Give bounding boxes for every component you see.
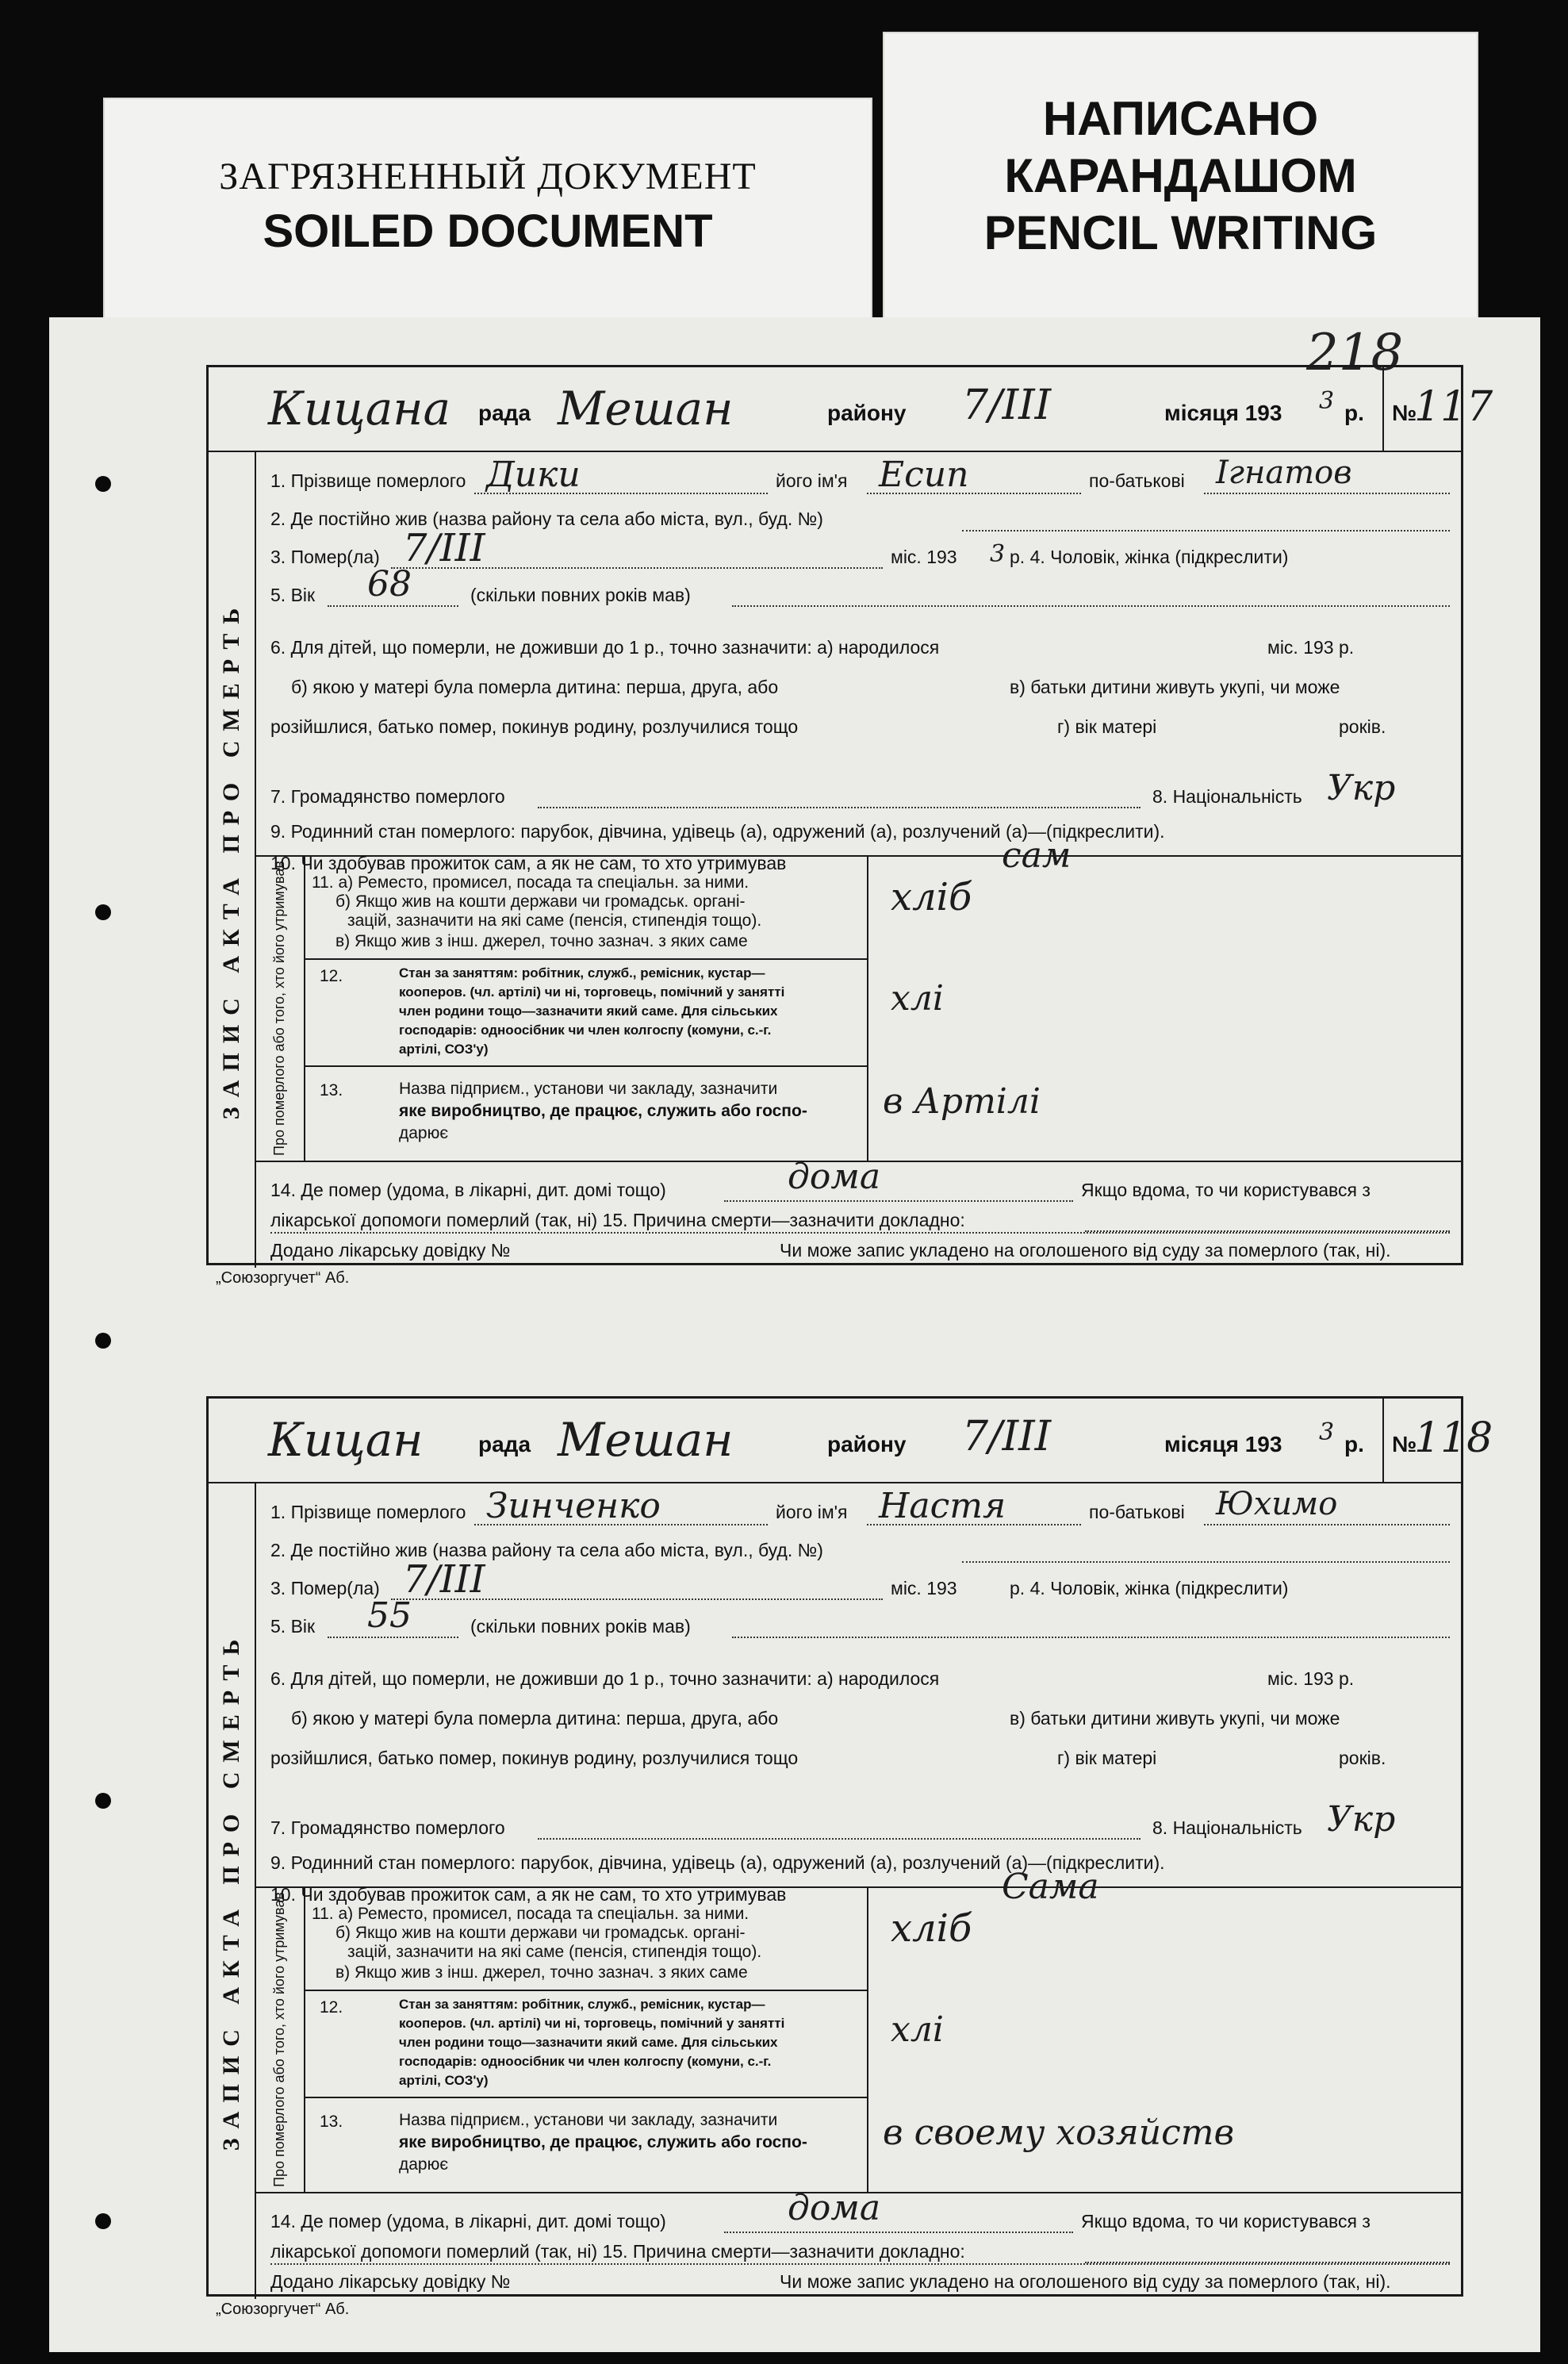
field-13a-label: Назва підприєм., установи чи закладу, зазначити [399,2111,778,2129]
hw-workplace: в Артiлi [883,1081,1041,1122]
hw-surname: Зинченко [486,1486,661,1526]
field-13-number: 13. [320,2113,343,2131]
field-1-label: 1. Прізвище померлого [270,470,466,491]
field-7-label: 7. Громадянство померлого [270,1817,505,1838]
hw-death-year: 3 [990,540,1006,568]
rada-label: рада [478,401,531,425]
divider [304,1990,867,1991]
field-1b-label: його ім'я [776,470,848,491]
field-12d-label: господарів: одноосібник чи член колгоспу (комуни, с.-г. [399,1023,772,1038]
side-title-text: ЗАПИС АКТА ПРО СМЕРТЬ [218,1629,244,2151]
hw-village: Мешан [558,382,734,436]
hw-patronymic: Юхимо [1216,1486,1338,1522]
fill [732,605,1450,607]
punch-hole [95,1793,111,1809]
field-11b2-label: зацій, зазначити на які саме (пенсія, стипендія тощо). [347,1943,762,1961]
field-3c-label: р. 4. Чоловік, жінка (підкреслити) [1010,547,1289,567]
printer-mark-2: „Союзоргучет“ Аб. [216,2301,350,2318]
field-8-label: 8. Національність [1152,1817,1302,1838]
side-title-text: ЗАПИС АКТА ПРО СМЕРТЬ [218,598,244,1120]
field-16-label: Додано лікарську довідку № [270,1240,511,1261]
field-5b-label: (скільки повних років мав) [470,585,691,605]
field-6a2-label: міс. 193 р. [1267,1668,1355,1689]
field-13c-label: дарює [399,1124,449,1142]
field-2-label: 2. Де постійно жив (назва району та села або міста, вул., буд. №) [270,508,823,529]
fill [724,1200,1073,1202]
side-title [209,1482,256,2299]
field-11b-label: б) Якщо жив на кошти держави чи громадськ. органі- [335,1924,746,1942]
field-11b2-label: зацій, зазначити на які саме (пенсія, стипендія тощо). [347,911,762,930]
field-11b-label: б) Якщо жив на кошти держави чи громадськ. органі- [335,892,746,911]
field-13b-label: яке виробництво, де працює, служить або госпо- [399,2133,807,2151]
field-14b-label: Якщо вдома, то чи користувався з [1081,2211,1371,2232]
field-12b-label: кооперов. (чл. артілі) чи ні, торговець, помічний у занятті [399,984,785,1000]
fill [270,2263,1450,2265]
rada-label: рада [478,1432,531,1456]
field-3b-label: міс. 193 [891,547,957,567]
field-6a-label: 6. Для дітей, що померли, не доживши до 1 р., точно зазначити: а) народилося [270,637,940,658]
field-11c-label: в) Якщо жив з інш. джерел, точно зазнач. з яких саме [335,1963,748,1982]
printer-mark-1: „Союзоргучет“ Аб. [216,1269,350,1287]
hw-place-of-death: дома [788,1157,881,1197]
field-12c-label: член родини тощо—зазначити який саме. Для сільських [399,1004,778,1019]
hw-age: 68 [367,564,412,604]
hw-rada-name: Кицана [268,382,451,436]
field-6a2-label: міс. 193 р. [1267,637,1355,658]
field-1c-label: по-батькові [1089,470,1185,491]
hw-occupation: хлiб [891,875,972,919]
hw-occupation: хлiб [891,1906,972,1951]
fill [538,1838,1141,1840]
punch-hole [95,904,111,920]
hw-surname: Дики [486,455,581,495]
punch-hole [95,2213,111,2229]
hw-record-number: 117 [1414,383,1493,431]
field-6c2-label: г) вік матері [1057,1748,1157,1768]
hw-district-date: 7/ІІІ [962,1413,1052,1460]
hw-record-number: 118 [1414,1414,1493,1462]
divider [1382,1399,1384,1482]
field-5-label: 5. Вік [270,1616,316,1637]
side-sub-text: Про померлого або того, хто його утримував [271,1891,287,2187]
field-12-number: 12. [320,967,343,985]
document-sheet [49,317,1540,2352]
pencil-label-ru-2: КАРАНДАШОМ [1004,149,1357,202]
soiled-label-ru: ЗАГРЯЗНЕННЫЙ ДОКУМЕНТ [219,155,757,198]
fill [1204,1524,1450,1525]
field-14-label: 14. Де помер (удома, в лікарні, дит. домі тощо) [270,2211,666,2232]
hw-age: 55 [367,1595,412,1636]
fill [724,2232,1073,2233]
field-14-label: 14. Де помер (удома, в лікарні, дит. домі тощо) [270,1180,666,1200]
hw-year-digit: 3 [1319,1418,1335,1446]
field-11a-label: 11. а) Реместо, промисел, посада та спеціальн. за ними. [312,873,749,892]
hw-patronymic: Ігнатов [1216,455,1352,491]
hw-workplace: в своему хозяйств [883,2113,1235,2153]
field-6b-label: б) якою у матері була померла дитина: перша, друга, або [291,1708,779,1729]
field-6c3-label: років. [1339,1748,1386,1768]
hw-nationality: Укр [1327,1799,1396,1840]
month-label: місяця 193 [1164,401,1282,425]
divider [304,2097,867,2098]
field-13b-label: яке виробництво, де працює, служить або госпо- [399,1102,807,1120]
divider [304,958,867,960]
death-record-form-2 [206,1396,1493,2297]
divider [209,1482,1461,1483]
hw-supported-by: сам [1002,835,1072,876]
hw-death-date: 7/ІІІ [403,1557,485,1602]
field-6b2-label: в) батьки дитини живуть укупі, чи може [1010,1708,1340,1729]
field-1b-label: його ім'я [776,1502,848,1522]
fill [270,1232,1450,1234]
month-label: місяця 193 [1164,1432,1282,1456]
fill [328,605,458,607]
divider [209,451,1461,452]
field-12d-label: господарів: одноосібник чи член колгоспу (комуни, с.-г. [399,2054,772,2069]
field-12-number: 12. [320,1998,343,2017]
field-6c2-label: г) вік матері [1057,716,1157,737]
pencil-label-en: PENCIL WRITING [983,206,1378,259]
fill [538,807,1141,808]
field-13-number: 13. [320,1081,343,1099]
hw-year-digit: 3 [1319,387,1335,415]
field-1-label: 1. Прізвище померлого [270,1502,466,1522]
fill [328,1637,458,1638]
field-10-label: 10. Чи здобував прожиток сам, а як не сам, то хто утримував [270,853,787,873]
side-sub [255,855,305,1161]
divider [867,1886,868,2192]
field-6a-label: 6. Для дітей, що померли, не доживши до 1 р., точно зазначити: а) народилося [270,1668,940,1689]
punch-hole [95,1333,111,1349]
hw-rada-name: Кицан [268,1413,424,1467]
pencil-writing-label [884,33,1477,320]
field-12c-label: член родини тощо—зазначити який саме. Для сільських [399,2035,778,2050]
divider [867,855,868,1161]
sheet-number: 218 [1306,324,1404,382]
hw-district-date: 7/ІІІ [962,382,1052,429]
no-label: № [1392,1432,1417,1456]
field-14c-label: лікарської допомоги померлий (так, ні) 15. Причина смерти—зазначити докладно: [270,1210,965,1230]
field-16b-label: Чи може запис укладено на оголошеного від суду за померлого (так, ні). [780,1240,1391,1261]
r-label: р. [1344,1432,1364,1456]
field-3-label: 3. Помер(ла) [270,547,380,567]
field-6c-label: розійшлися, батько помер, покинув родину, розлучилися тощо [270,1748,799,1768]
r-label: р. [1344,401,1364,425]
field-10-label: 10. Чи здобував прожиток сам, а як не сам, то хто утримував [270,1884,787,1905]
field-1c-label: по-батькові [1089,1502,1185,1522]
raion-label: району [827,401,907,425]
field-7-label: 7. Громадянство померлого [270,786,505,807]
death-record-form-1 [206,365,1493,1265]
hw-supported-by: Сама [1002,1867,1099,1907]
punch-hole [95,476,111,492]
raion-label: району [827,1432,907,1456]
side-title [209,451,256,1268]
field-5-label: 5. Вік [270,585,316,605]
hw-death-date: 7/ІІІ [403,526,485,570]
fill [732,1637,1450,1638]
divider [1382,367,1384,451]
field-14b-label: Якщо вдома, то чи користувався з [1081,1180,1371,1200]
field-9-label: 9. Родинний стан померлого: парубок, дівчина, удівець (а), одружений (а), розлучений (а)—(підкреслити). [270,821,1165,842]
field-2-label: 2. Де постійно жив (назва району та села або міста, вул., буд. №) [270,1540,823,1560]
no-label: № [1392,401,1417,425]
hw-status: хлi [891,978,944,1019]
soiled-label-en: SOILED DOCUMENT [263,205,713,257]
field-6b2-label: в) батьки дитини живуть укупі, чи може [1010,677,1340,697]
hw-village: Мешан [558,1413,734,1467]
field-12a-label: Стан за заняттям: робітник, служб., ремісник, кустар— [399,965,765,981]
hw-nationality: Укр [1327,768,1396,808]
field-5b-label: (скільки повних років мав) [470,1616,691,1637]
fill [962,1561,1450,1563]
side-sub [255,1886,305,2192]
field-9-label: 9. Родинний стан померлого: парубок, дівчина, удівець (а), одружений (а), розлучений (а)—(підкреслити). [270,1852,1165,1873]
field-12a-label: Стан за заняттям: робітник, служб., ремісник, кустар— [399,1997,765,2012]
field-3b-label: міс. 193 [891,1578,957,1598]
field-8-label: 8. Національність [1152,786,1302,807]
field-13c-label: дарює [399,2155,449,2174]
hw-name: Настя [879,1486,1006,1526]
field-14c-label: лікарської допомоги померлий (так, ні) 15. Причина смерти—зазначити докладно: [270,2241,965,2262]
side-sub-text: Про померлого або того, хто його утримував [271,860,287,1156]
hw-name: Есип [879,455,969,495]
hw-status: хлi [891,2009,944,2050]
field-6c-label: розійшлися, батько помер, покинув родину, розлучилися тощо [270,716,799,737]
soiled-document-label [105,99,871,321]
pencil-label-ru-1: НАПИСАНО [1042,92,1319,145]
field-6b-label: б) якою у матері була померла дитина: перша, друга, або [291,677,779,697]
field-3c-label: р. 4. Чоловік, жінка (підкреслити) [1010,1578,1289,1598]
fill [962,530,1450,532]
field-11c-label: в) Якщо жив з інш. джерел, точно зазнач. з яких саме [335,932,748,950]
hw-place-of-death: дома [788,2188,881,2228]
field-12e-label: артілі, СОЗ'у) [399,1042,489,1057]
fill [1204,493,1450,494]
field-13a-label: Назва підприєм., установи чи закладу, зазначити [399,1080,778,1098]
divider [304,1065,867,1067]
field-16b-label: Чи може запис укладено на оголошеного від суду за померлого (так, ні). [780,2271,1391,2292]
field-3-label: 3. Помер(ла) [270,1578,380,1598]
field-12e-label: артілі, СОЗ'у) [399,2073,489,2088]
field-11a-label: 11. а) Реместо, промисел, посада та спеціальн. за ними. [312,1905,749,1923]
field-6c3-label: років. [1339,716,1386,737]
field-12b-label: кооперов. (чл. артілі) чи ні, торговець, помічний у занятті [399,2016,785,2031]
field-16-label: Додано лікарську довідку № [270,2271,511,2292]
